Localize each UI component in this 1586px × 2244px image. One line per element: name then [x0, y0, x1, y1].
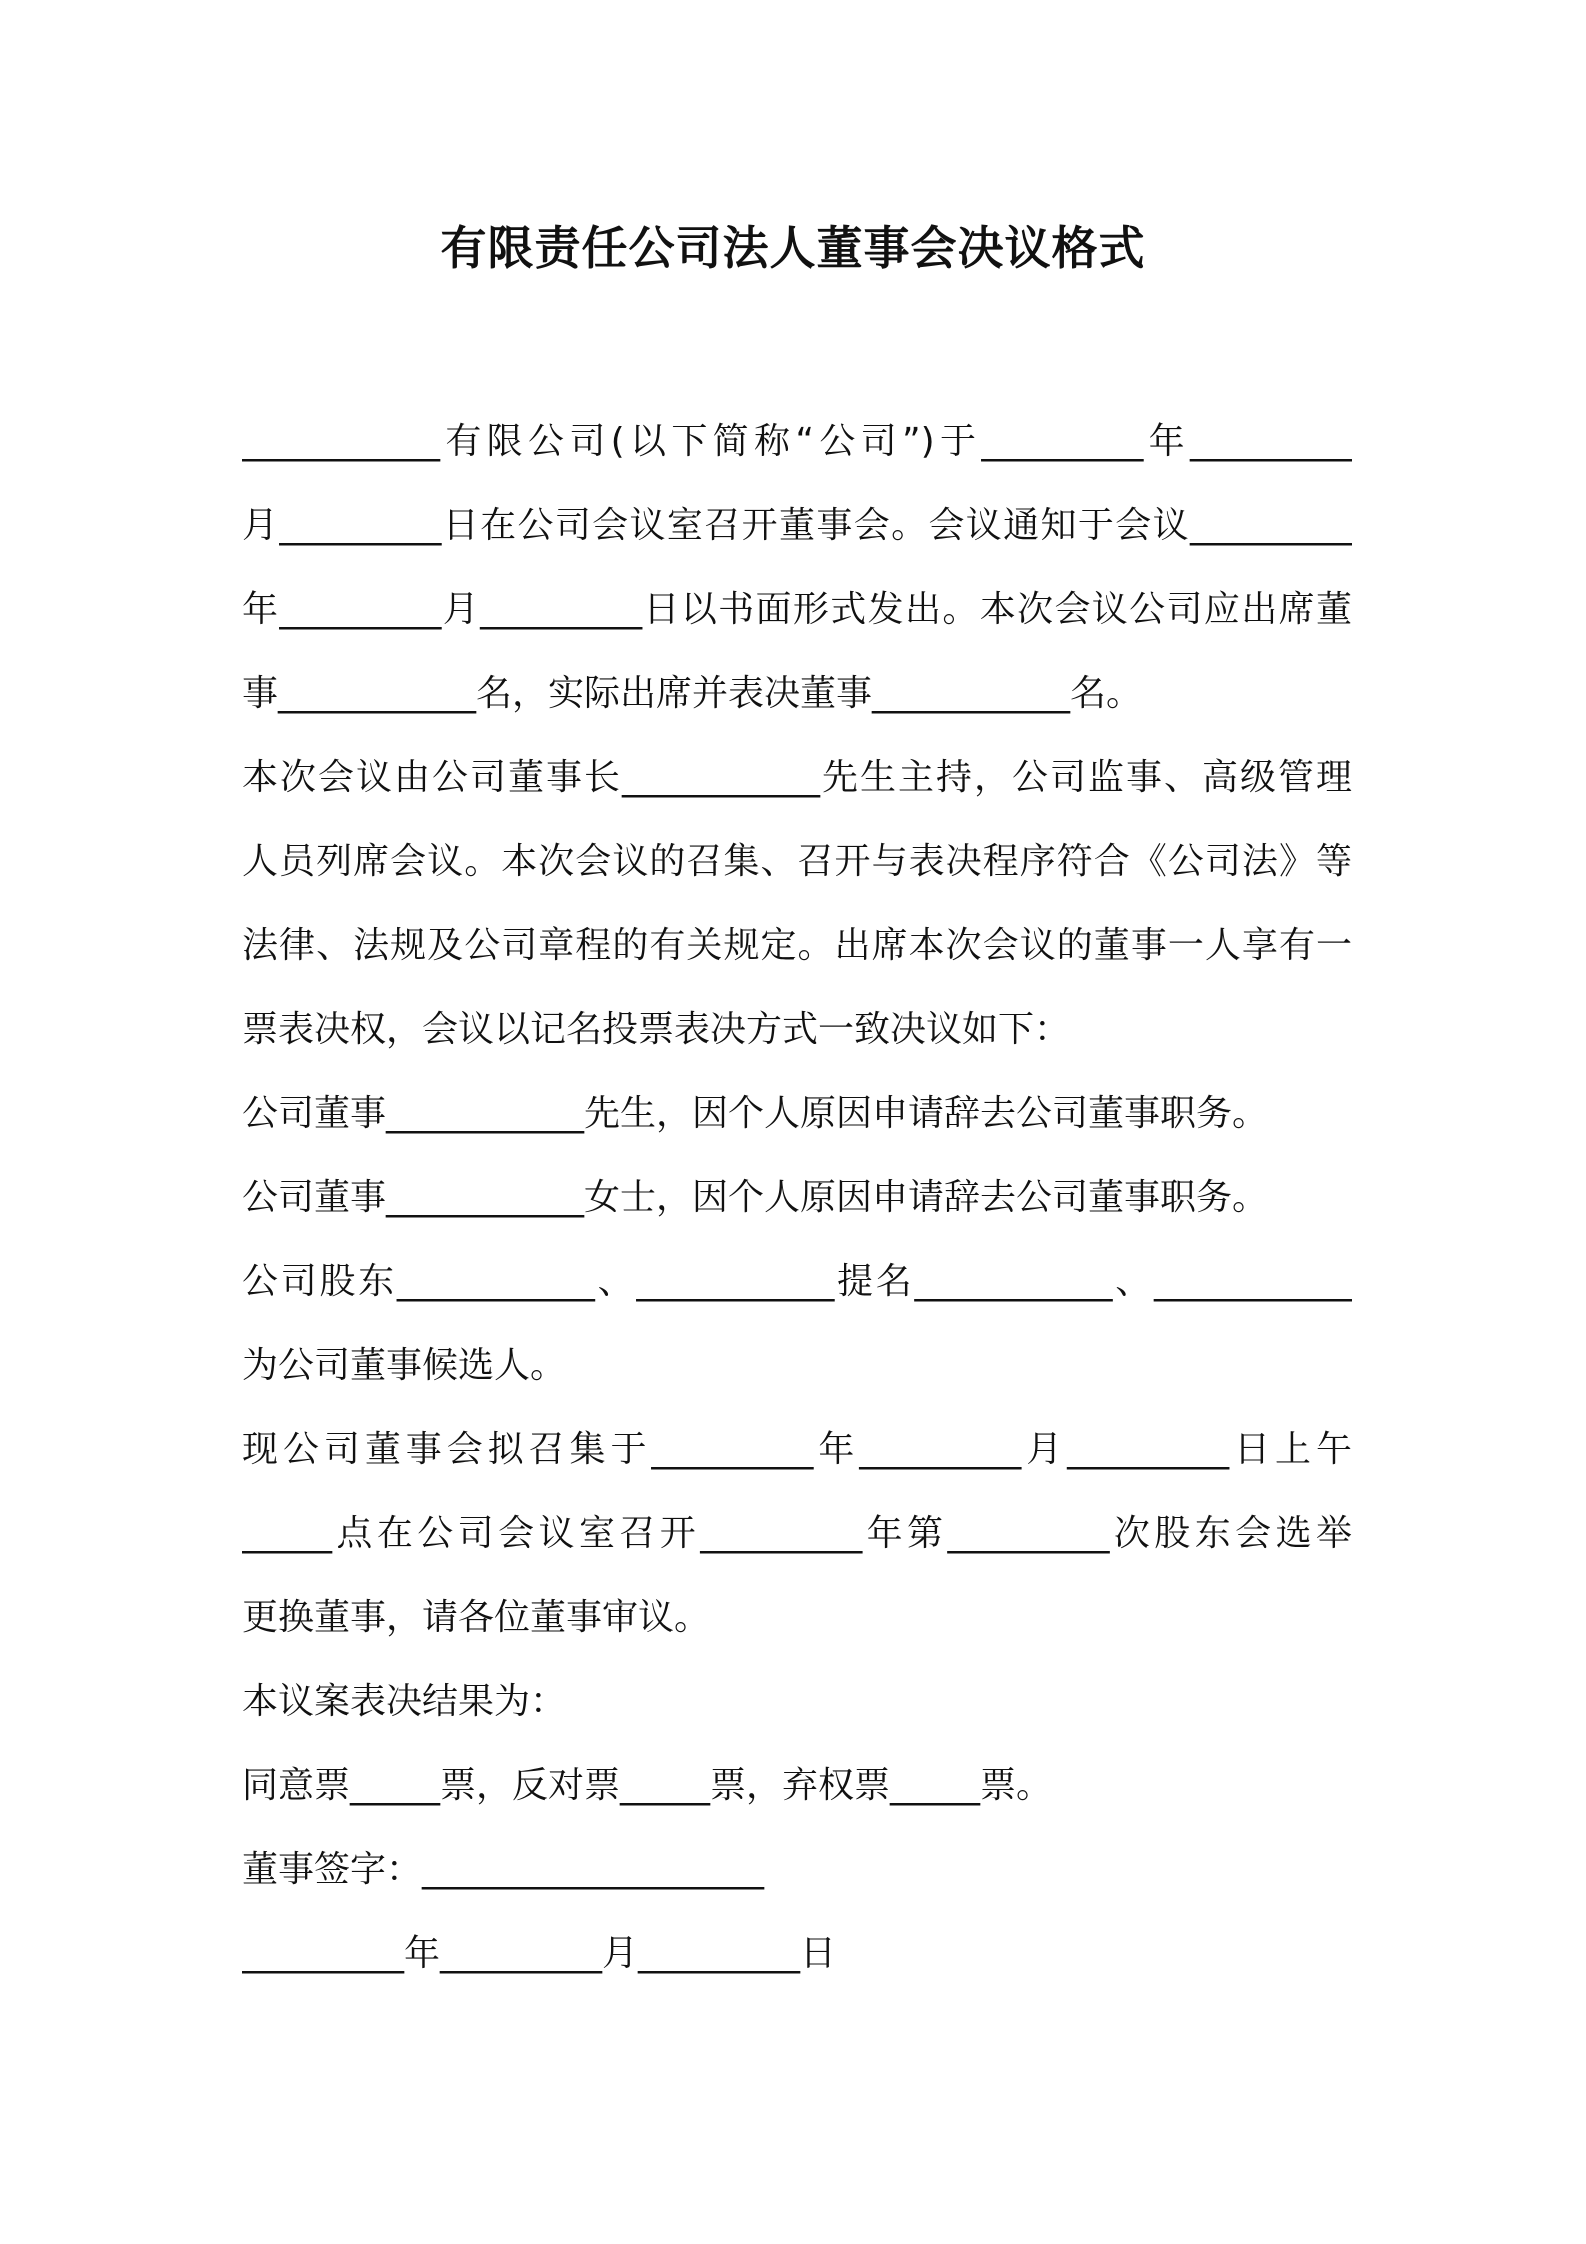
paragraph-line: 票表决权，会议以记名投票表决方式一致决议如下：	[242, 1009, 1071, 1050]
date-line: _________年_________月_________日	[242, 1933, 836, 1974]
paragraph-line: 更换董事，请各位董事审议。	[242, 1597, 711, 1638]
paragraph-line: 本议案表决结果为：	[242, 1681, 567, 1722]
signature-line: 董事签字：___________________	[242, 1849, 765, 1890]
paragraph-line: 公司董事___________先生，因个人原因申请辞去公司董事职务。	[242, 1093, 1269, 1134]
document-body	[242, 400, 1352, 1996]
paragraph-line: 公司董事___________女士，因个人原因申请辞去公司董事职务。	[242, 1177, 1269, 1218]
paragraph-line: 人员列席会议。本次会议的召集、召开与表决程序符合《公司法》等	[242, 841, 1352, 882]
paragraph-line: 年_________月_________日以书面形式发出。本次会议公司应出席董	[242, 589, 1352, 630]
paragraph-line: 公司股东___________、___________提名___________、___________	[242, 1261, 1352, 1302]
paragraph-line: 为公司董事候选人。	[242, 1345, 567, 1386]
paragraph-line: 事___________名，实际出席并表决董事___________名。	[242, 673, 1143, 714]
document-title: 有限责任公司法人董事会决议格式	[440, 221, 1146, 275]
paragraph-line: 法律、法规及公司章程的有关规定。出席本次会议的董事一人享有一	[242, 925, 1352, 966]
vote-result-line: 同意票_____票，反对票_____票，弃权票_____票。	[242, 1765, 1053, 1806]
paragraph-line: 现公司董事会拟召集于_________年_________月_________日上午	[242, 1429, 1352, 1470]
paragraph-line: 本次会议由公司董事长___________先生主持，公司监事、高级管理	[242, 757, 1352, 798]
paragraph-line: ___________有限公司(以下简称“公司”)于_________年_________	[242, 421, 1352, 462]
paragraph-line: _____点在公司会议室召开_________年第_________次股东会选举	[242, 1513, 1352, 1554]
paragraph-line: 月_________日在公司会议室召开董事会。会议通知于会议_________	[242, 505, 1352, 546]
